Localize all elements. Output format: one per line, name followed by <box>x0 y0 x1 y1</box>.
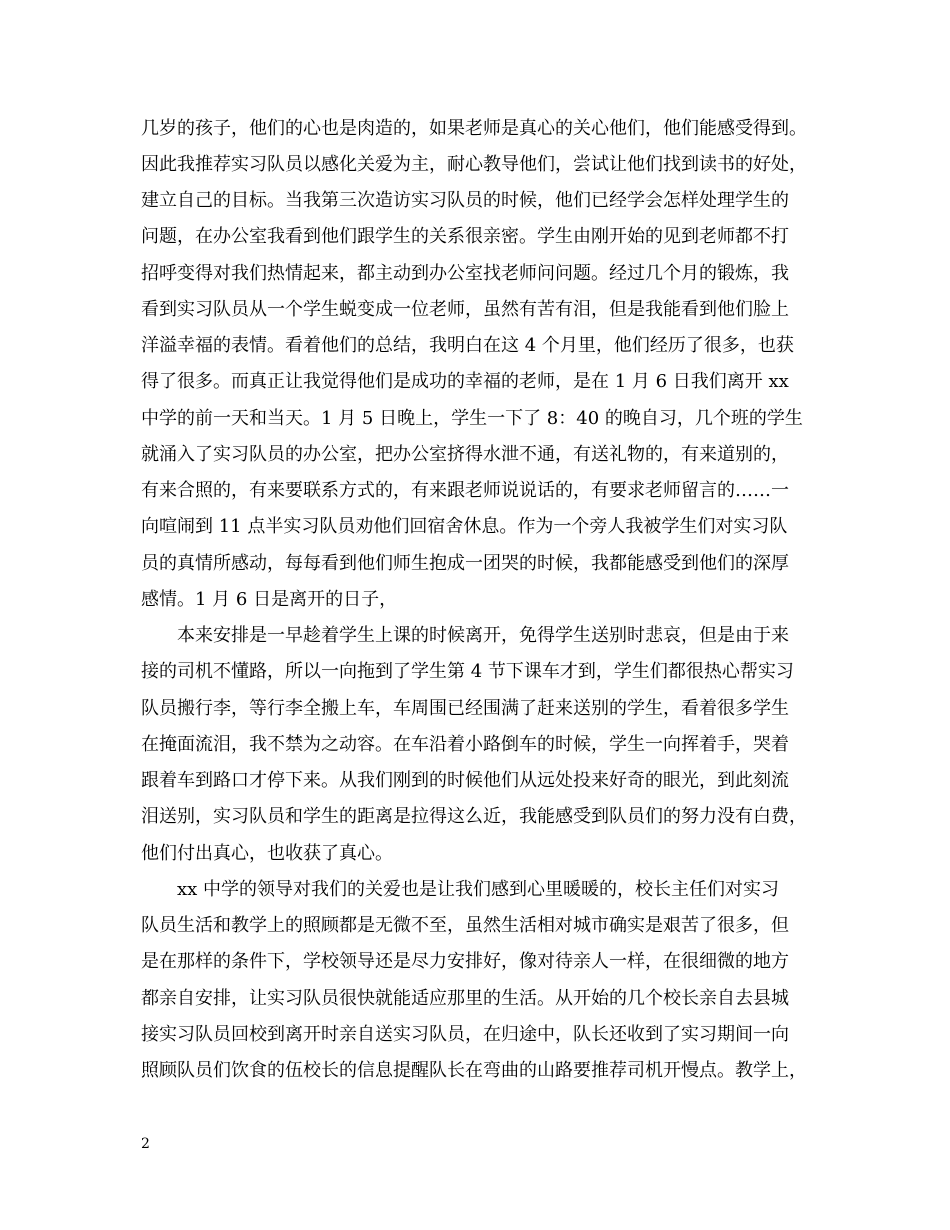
text-line: 都亲自安排，让实习队员很快就能适应那里的生活。从开始的几个校长亲自去县城 <box>141 988 789 1009</box>
text-line: 洋溢幸福的表情。看着他们的总结，我明白在这 4 个月里，他们经历了很多，也获 <box>141 335 794 356</box>
text-line: 得了很多。而真正让我觉得他们是成功的幸福的老师，是在 1 月 6 日我们离开 xx <box>141 371 789 392</box>
text-line: 建立自己的目标。当我第三次造访实习队员的时候，他们已经学会怎样处理学生的 <box>141 190 789 211</box>
text-line: 接的司机不懂路，所以一向拖到了学生第 4 节下课车才到，学生们都很热心帮实习 <box>141 661 794 682</box>
text-line: 是在那样的条件下，学校领导还是尽力安排好，像对待亲人一样，在很细微的地方 <box>141 951 789 972</box>
text-line: 跟着车到路口才停下来。从我们刚到的时候他们从远处投来好奇的眼光，到此刻流 <box>141 770 789 791</box>
text-line: 几岁的孩子，他们的心也是肉造的，如果老师是真心的关心他们，他们能感受得到。 <box>141 118 807 139</box>
text-line: 队员生活和教学上的照顾都是无微不至，虽然生活相对城市确实是艰苦了很多，但 <box>141 915 789 936</box>
text-line: 感情。1 月 6 日是离开的日子， <box>141 589 398 610</box>
text-line: 就涌入了实习队员的办公室，把办公室挤得水泄不通，有送礼物的，有来道别的， <box>141 444 789 465</box>
text-line: 照顾队员们饮食的伍校长的信息提醒队长在弯曲的山路要推荐司机开慢点。教学上， <box>141 1060 807 1081</box>
text-line: 接实习队员回校到离开时亲自送实习队员，在归途中，队长还收到了实习期间一向 <box>141 1024 789 1045</box>
text-line: 因此我推荐实习队员以感化关爱为主，耐心教导他们，尝试让他们找到读书的好处， <box>141 154 807 175</box>
paragraph-start-line: 本来安排是一早趁着学生上课的时候离开，免得学生送别时悲哀，但是由于来 <box>141 625 789 646</box>
paragraph-start-line: xx 中学的领导对我们的关爱也是让我们感到心里暖暖的，校长主任们对实习 <box>141 879 780 900</box>
text-line: 向喧闹到 11 点半实习队员劝他们回宿舍休息。作为一个旁人我被学生们对实习队 <box>141 516 788 537</box>
text-line: 他们付出真心，也收获了真心。 <box>141 843 393 864</box>
text-line: 招呼变得对我们热情起来，都主动到办公室找老师问问题。经过几个月的锻炼，我 <box>141 263 789 284</box>
text-line: 中学的前一天和当天。1 月 5 日晚上，学生一下了 8：40 的晚自习，几个班的学生 <box>141 408 803 429</box>
text-line: 队员搬行李，等行李全搬上车，车周围已经围满了赶来送别的学生，看着很多学生 <box>141 698 789 719</box>
text-line: 员的真情所感动，每每看到他们师生抱成一团哭的时候，我都能感受到他们的深厚 <box>141 553 789 574</box>
text-line: 看到实习队员从一个学生蜕变成一位老师，虽然有苦有泪，但是我能看到他们脸上 <box>141 299 789 320</box>
text-line: 在掩面流泪，我不禁为之动容。在车沿着小路倒车的时候，学生一向挥着手，哭着 <box>141 734 789 755</box>
page-number: 2 <box>141 1136 150 1152</box>
text-line: 有来合照的，有来要联系方式的，有来跟老师说说话的，有要求老师留言的……一 <box>141 480 789 501</box>
text-line: 泪送别，实习队员和学生的距离是拉得这么近，我能感受到队员们的努力没有白费， <box>141 806 807 827</box>
text-line: 问题，在办公室我看到他们跟学生的关系很亲密。学生由刚开始的见到老师都不打 <box>141 226 789 247</box>
